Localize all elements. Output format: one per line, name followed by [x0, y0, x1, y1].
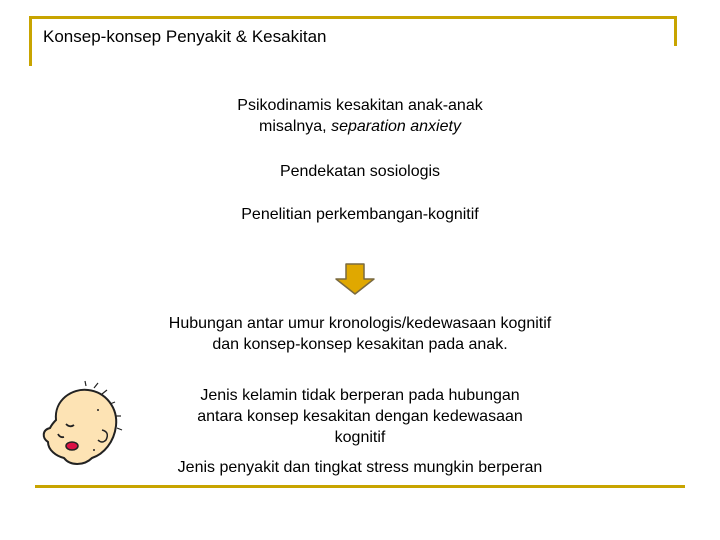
frame-right-line	[674, 16, 677, 46]
psychodynamics-line2-prefix: misalnya,	[259, 118, 327, 135]
frame-left-line	[29, 16, 32, 66]
relation-line1: Hubungan antar umur kronologis/kedewasaan kognitif	[168, 315, 552, 332]
psychodynamics-block	[0, 95, 720, 137]
psychodynamics-line1: Psikodinamis kesakitan anak-anak	[237, 97, 483, 114]
gender-line2: antara konsep kesakitan dengan kedewasaan	[197, 408, 523, 425]
slide-title: Konsep-konsep Penyakit & Kesakitan	[43, 27, 327, 46]
frame-top-line	[29, 16, 677, 19]
psychodynamics-line2	[0, 116, 720, 137]
psychodynamics-line2-italic: separation anxiety	[331, 118, 461, 135]
frame-bottom-line	[35, 485, 685, 488]
cognitive-research-text: Penelitian perkembangan-kognitif	[241, 206, 479, 223]
gender-line1: Jenis kelamin tidak berperan pada hubungan	[200, 387, 520, 404]
sociological-text: Pendekatan sosiologis	[279, 163, 441, 180]
illness-stress-text: Jenis penyakit dan tingkat stress mungkin berperan	[177, 459, 543, 476]
relation-line2: dan konsep-konsep kesakitan pada anak.	[212, 336, 508, 353]
gender-line3: kognitif	[334, 429, 386, 446]
relation-block	[0, 313, 720, 355]
down-arrow-icon	[333, 263, 377, 295]
crying-baby-illustration	[36, 380, 126, 472]
